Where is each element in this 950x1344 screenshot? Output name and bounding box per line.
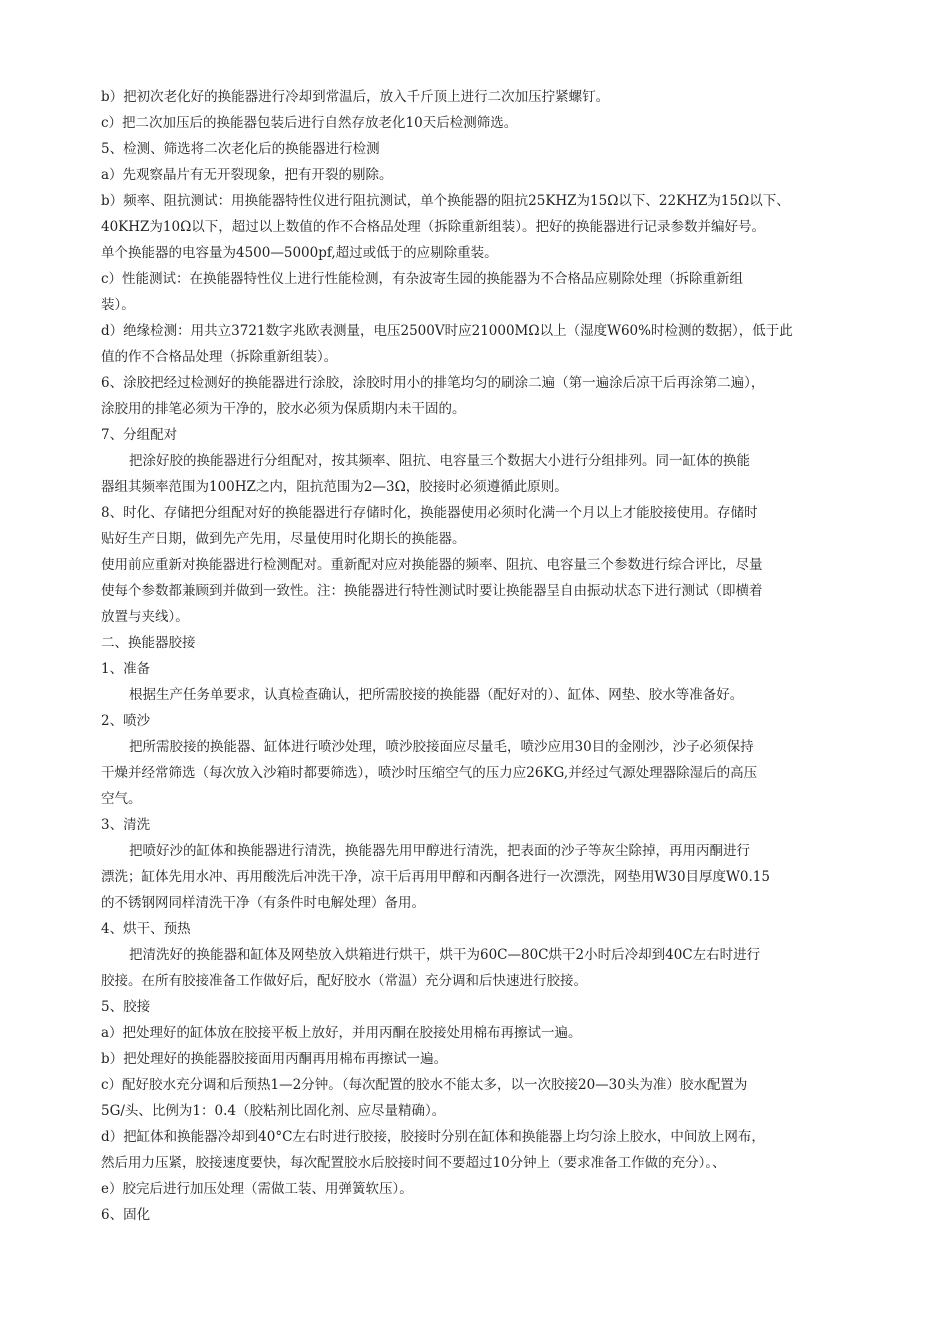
text-line: 4、烘干、预热: [101, 921, 191, 937]
text-line: 器组其频率范围为100HZ之内，阻抗范围为2—3Ω，胶接时必须遵循此原则。: [101, 479, 568, 495]
text-line: 8、时化、存储把分组配对好的换能器进行存储时化，换能器使用必须时化满一个月以上才能胶接使用。存储时: [101, 505, 758, 521]
text-line: 放置与夹线）。: [101, 609, 189, 625]
text-line: 使用前应重新对换能器进行检测配对。重新配对应对换能器的频率、阻抗、电容量三个参数进行综合评比，尽量: [101, 557, 763, 573]
text-line: 漂洗；缸体先用水冲、再用酸洗后冲洗干净，凉干后再用甲醇和丙酮各进行一次漂洗，网垫用W30目厚度W0.15: [101, 869, 770, 885]
text-line: b）把初次老化好的换能器进行冷却到常温后，放入千斤顶上进行二次加压拧紧螺钉。: [101, 89, 610, 105]
text-line: b）频率、阻抗测试：用换能器特性仪进行阻抗测试，单个换能器的阻抗25KHZ为15Ω以下、22KHZ为15Ω以下、: [101, 193, 790, 209]
text-line: e）胶完后进行加压处理（需做工装、用弹簧软压）。: [101, 1181, 413, 1197]
text-line: 值的作不合格品处理（拆除重新组装）。: [101, 349, 338, 365]
text-line: 涂胶用的排笔必须为干净的，胶水必须为保质期内未干固的。: [101, 401, 466, 417]
text-line: 二、换能器胶接: [101, 635, 196, 651]
text-line: 使每个参数都兼顾到并做到一致性。注：换能器进行特性测试时要让换能器呈自由振动状态下进行测试（即横着: [101, 583, 763, 599]
text-line: 空气。: [101, 791, 142, 807]
text-line: b）把处理好的换能器胶接面用丙酮再用棉布再擦试一遍。: [101, 1051, 448, 1067]
text-line: a）把处理好的缸体放在胶接平板上放好，并用丙酮在胶接处用棉布再擦试一遍。: [101, 1025, 582, 1041]
text-line: 5G/头、比例为1：0.4（胶粘剂比固化剂、应尽量精确）。: [101, 1103, 446, 1119]
text-line: 然后用力压紧，胶接速度要快，每次配置胶水后胶接时间不要超过10分钟上（要求准备工作做的充分）。、: [101, 1155, 726, 1171]
text-line: c）把二次加压后的换能器包装后进行自然存放老化10天后检测筛选。: [101, 115, 518, 131]
text-line: 装）。: [101, 297, 135, 313]
text-line: 7、分组配对: [101, 427, 178, 443]
text-line: 把喷好沙的缸体和换能器进行清洗，换能器先用甲醇进行清洗，把表面的沙子等灰尘除掉，再用丙酮进行: [129, 843, 750, 859]
text-line: 5、检测、筛选将二次老化后的换能器进行检测: [101, 141, 380, 157]
text-line: 根据生产任务单要求，认真检查确认，把所需胶接的换能器（配好对的）、缸体、网垫、胶水等准备好。: [129, 687, 744, 703]
text-line: 干燥并经常筛选（每次放入沙箱时都要筛选），喷沙时压缩空气的压力应26KG,并经过气源处理器除湿后的高压: [101, 765, 758, 781]
text-line: 6、涂胶把经过检测好的换能器进行涂胶，涂胶时用小的排笔均匀的刷涂二遍（第一遍涂后凉干后再涂第二遍），: [101, 375, 765, 391]
text-line: 把所需胶接的换能器、缸体进行喷沙处理，喷沙胶接面应尽量毛，喷沙应用30目的金刚沙，沙子必须保持: [129, 739, 754, 755]
document-body: [101, 84, 836, 1228]
text-line: 的不锈钢网同样清洗干净（有条件时电解处理）备用。: [101, 895, 425, 911]
text-line: c）配好胶水充分调和后预热1—2分钟。（每次配置的胶水不能太多，以一次胶接20—30头为准）胶水配置为: [101, 1077, 748, 1093]
text-line: 5、胶接: [101, 999, 151, 1015]
text-line: 2、喷沙: [101, 713, 151, 729]
text-line: c）性能测试：在换能器特性仪上进行性能检测，有杂波寄生园的换能器为不合格品应剔除处理（拆除重新组: [101, 271, 744, 287]
text-line: 单个换能器的电容量为4500—5000pf,超过或低于的应剔除重装。: [101, 245, 498, 261]
text-line: 胶接。在所有胶接准备工作做好后，配好胶水（常温）充分调和后快速进行胶接。: [101, 973, 587, 989]
text-line: 40KHZ为10Ω以下，超过以上数值的作不合格品处理（拆除重新组装）。把好的换能器进行记录参数并编好号。: [101, 219, 766, 235]
text-line: 把涂好胶的换能器进行分组配对，按其频率、阻抗、电容量三个数据大小进行分组排列。同一缸体的换能: [129, 453, 750, 469]
text-line: 3、清洗: [101, 817, 151, 833]
text-line: 贴好生产日期，做到先产先用，尽量使用时化期长的换能器。: [101, 531, 466, 547]
text-line: a）先观察晶片有无开裂现象，把有开裂的剔除。: [101, 167, 393, 183]
text-line: 6、固化: [101, 1207, 151, 1223]
text-line: 1、准备: [101, 661, 151, 677]
text-line: d）绝缘检测：用共立3721数字兆欧表测量，电压2500V时应21000MΩ以上（湿度W60%时检测的数据），低于此: [101, 323, 793, 339]
text-line: 把清洗好的换能器和缸体及网垫放入烘箱进行烘干，烘干为60C—80C烘干2小时后冷却到40C左右时进行: [129, 947, 761, 963]
text-line: d）把缸体和换能器冷却到40°C左右时进行胶接，胶接时分别在缸体和换能器上均匀涂上胶水，中间放上网布，: [101, 1129, 765, 1145]
